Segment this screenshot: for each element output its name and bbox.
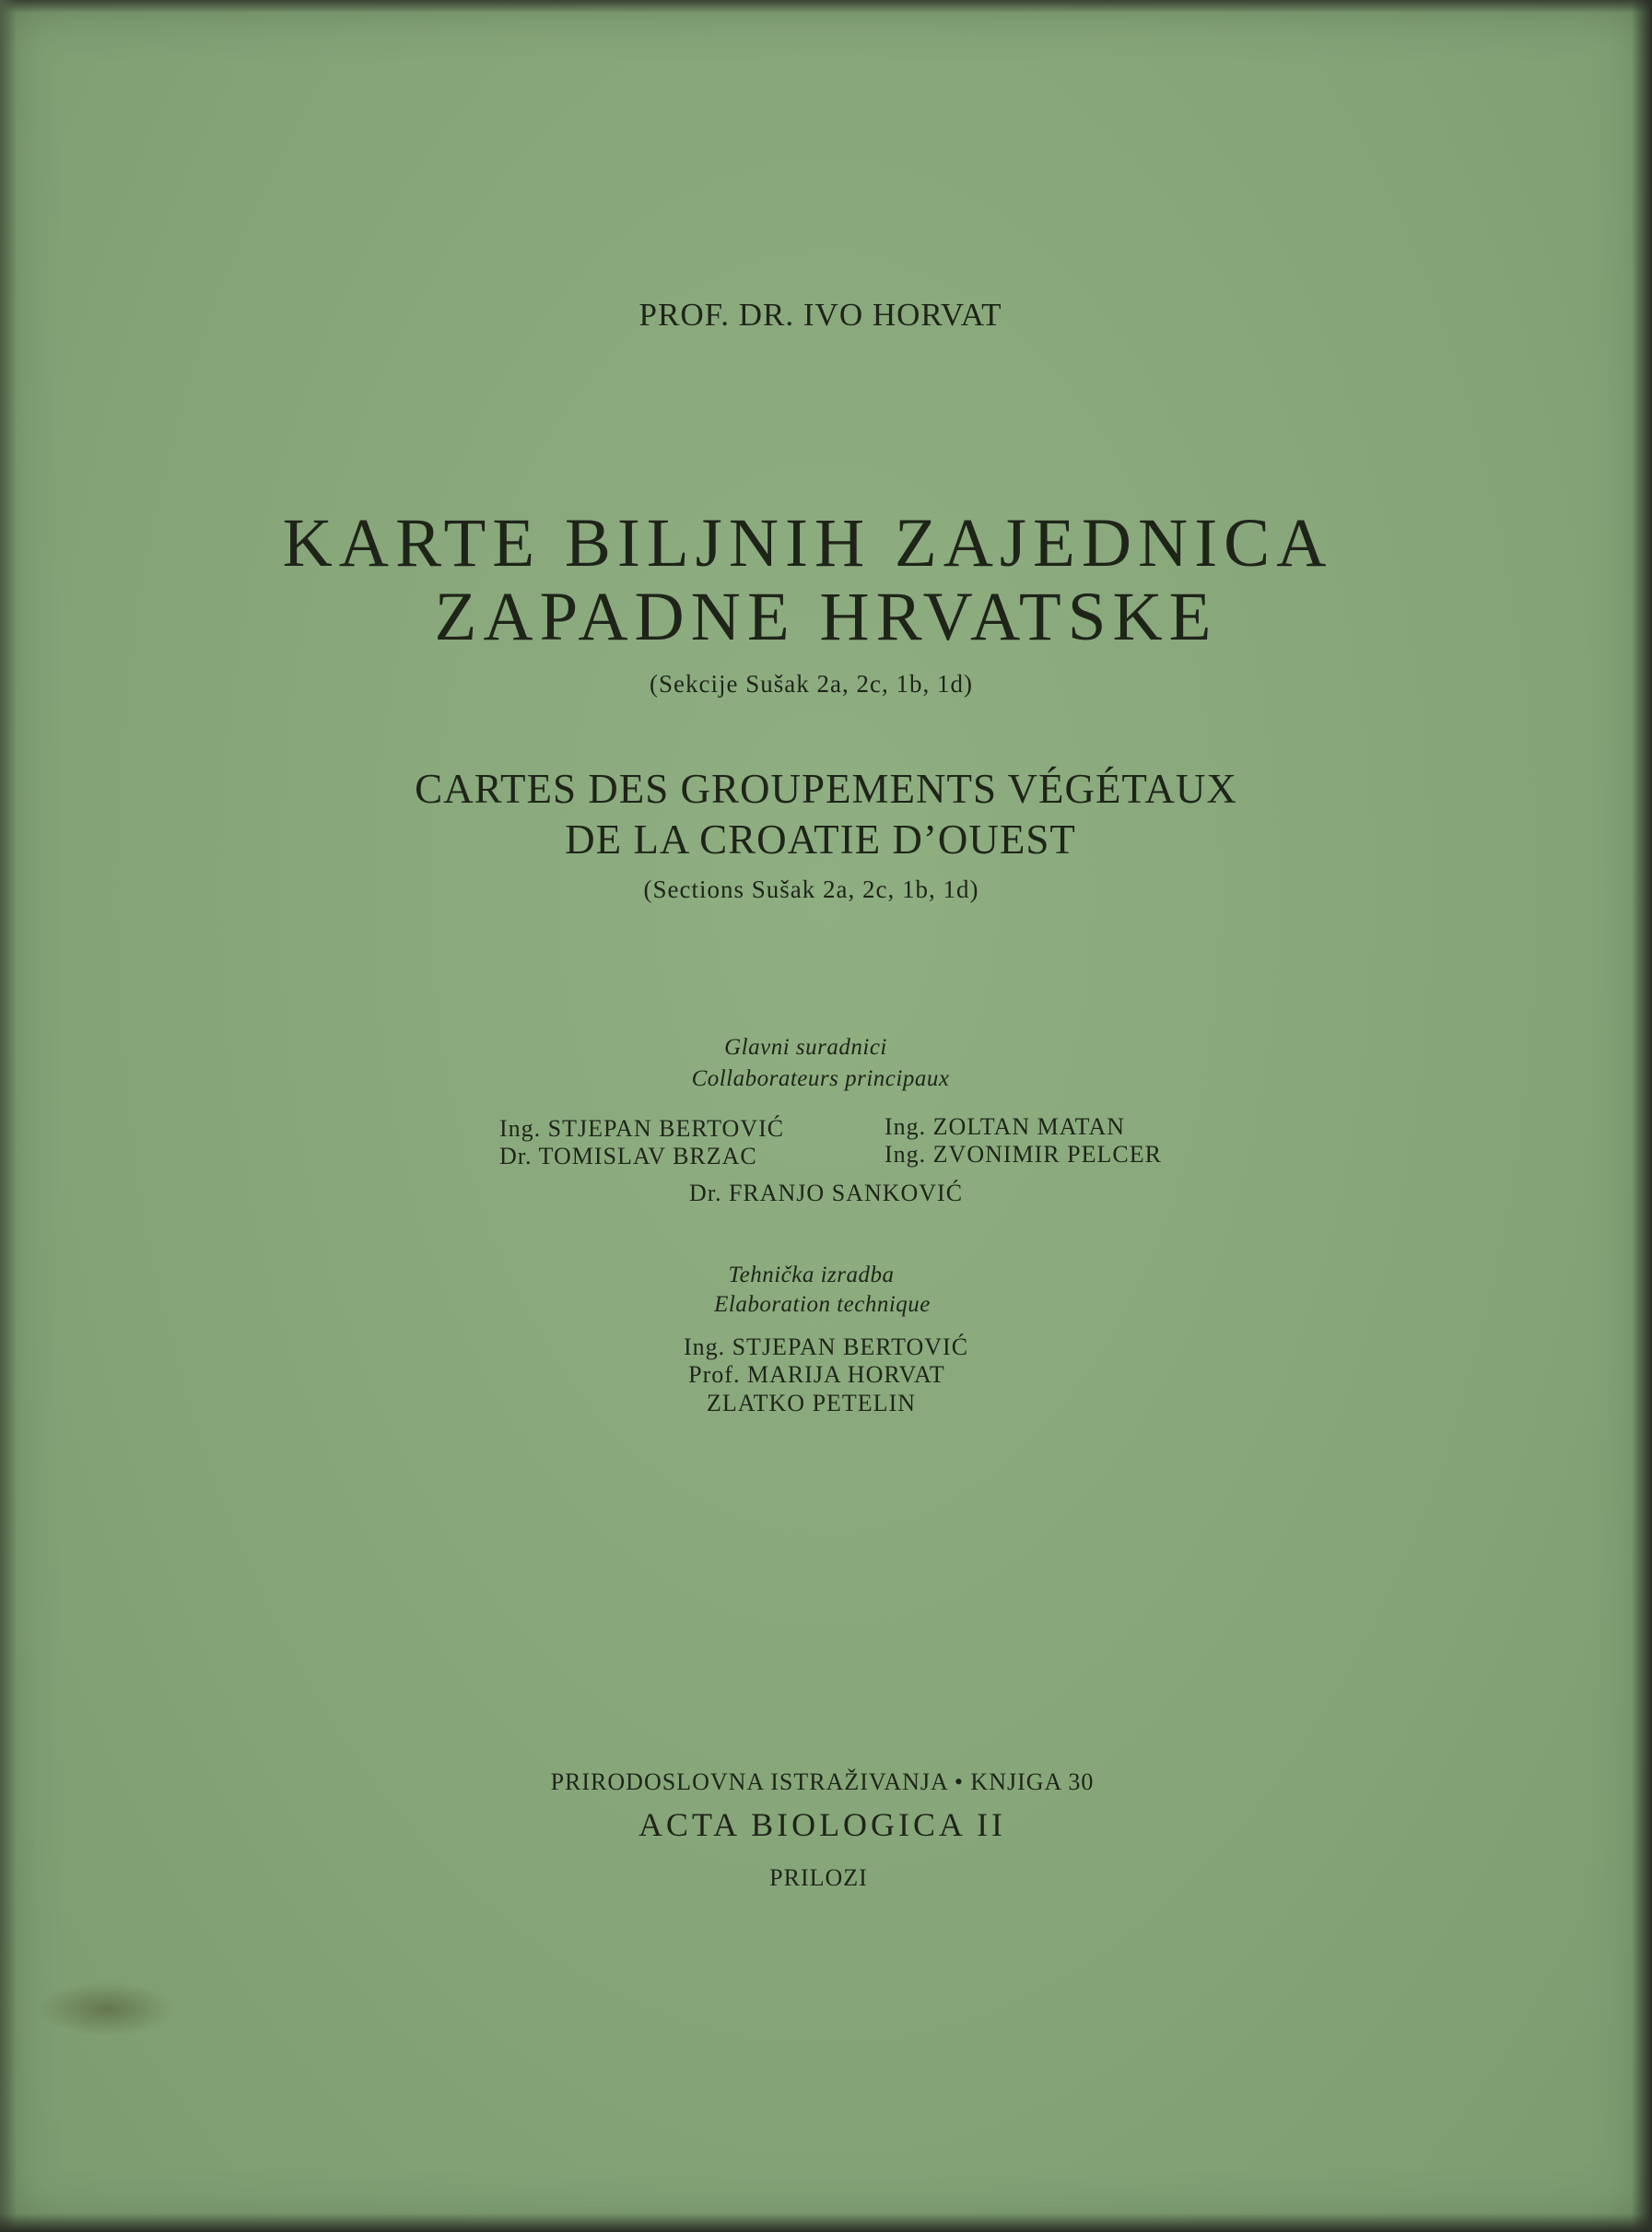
collaborator-name: Dr. FRANJO SANKOVIĆ [688,1180,964,1206]
prilozi-label: PRILOZI [769,1864,868,1891]
collaborators-heading-french: Collaborateurs principaux [691,1066,950,1091]
cover-edge-top [0,0,1652,13]
title-french-line-2: DE LA CROATIE D’OUEST [565,816,1076,863]
acta-biologica-title: ACTA BIOLOGICA II [638,1806,1007,1843]
collaborator-name: Ing. STJEPAN BERTOVIĆ [499,1115,785,1142]
collaborator-name: Ing. ZOLTAN MATAN [885,1113,1126,1140]
technical-heading-french: Elaboration technique [714,1292,931,1317]
sections-french: (Sections Sušak 2a, 2c, 1b, 1d) [643,875,979,903]
author-name: PROF. DR. IVO HORVAT [639,297,1002,333]
technical-name: Ing. STJEPAN BERTOVIĆ [683,1333,969,1360]
cover-stain [37,1981,175,2037]
title-french-line-1: CARTES DES GROUPEMENTS VÉGÉTAUX [415,766,1237,812]
series-line: PRIRODOSLOVNA ISTRAŽIVANJA • KNJIGA 30 [550,1768,1095,1795]
title-croatian-line-1: KARTE BILJNIH ZAJEDNICA [282,505,1333,581]
sections-croatian: (Sekcije Sušak 2a, 2c, 1b, 1d) [650,670,973,698]
technical-name: ZLATKO PETELIN [706,1390,916,1416]
collaborator-name: Ing. ZVONIMIR PELCER [885,1141,1162,1168]
cover-edge-right [1632,0,1652,2232]
title-croatian-line-2: ZAPADNE HRVATSKE [434,579,1218,655]
collaborator-name: Dr. TOMISLAV BRZAC [499,1143,757,1169]
cover-edge-left [0,0,17,2232]
technical-heading-croatian: Tehnička izradba [728,1263,895,1287]
technical-name: Prof. MARIJA HORVAT [688,1361,945,1388]
cover-edge-bottom [0,2214,1652,2232]
collaborators-heading-croatian: Glavni suradnici [724,1035,887,1060]
